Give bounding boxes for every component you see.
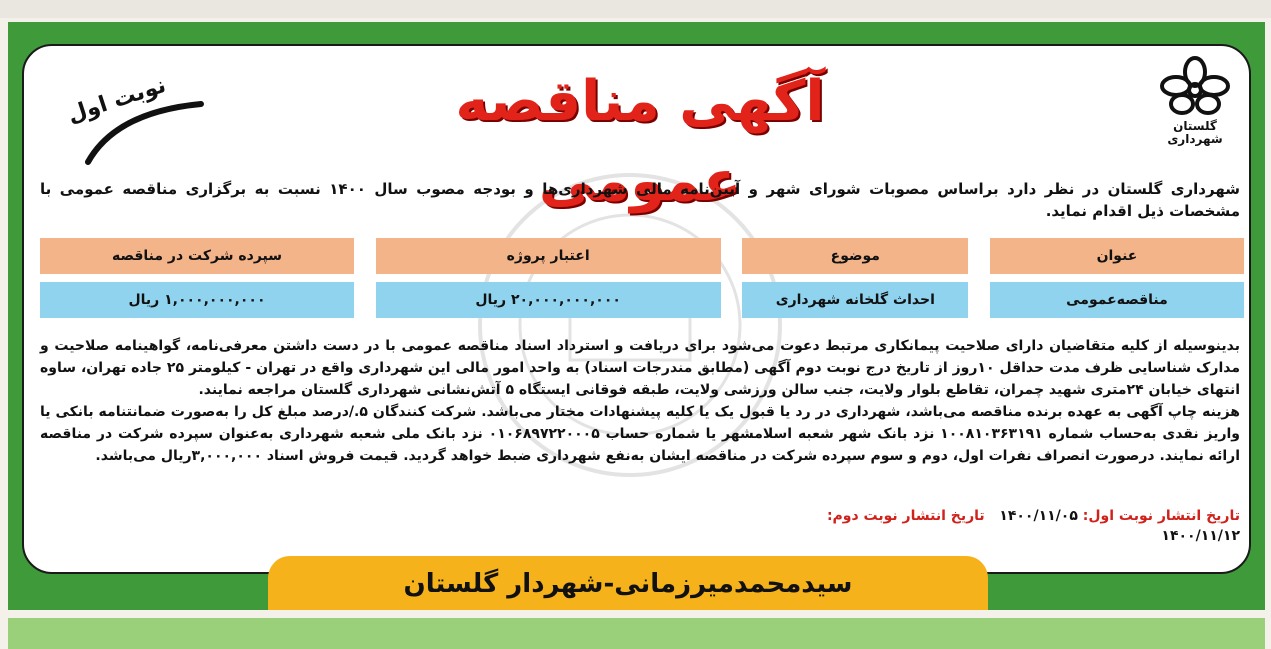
second-date-value: ۱۴۰۰/۱۱/۱۲ xyxy=(1161,528,1240,544)
first-date-value: ۱۴۰۰/۱۱/۰۵ xyxy=(999,508,1078,524)
table-row xyxy=(40,282,1244,318)
second-date-line xyxy=(600,526,1240,546)
table-header-row xyxy=(40,238,1244,274)
signature: سیدمحمدمیرزمانی-شهردار گلستان xyxy=(403,569,853,599)
intro-paragraph xyxy=(40,178,1240,222)
header-cell-subject: موضوع xyxy=(742,238,968,274)
second-date-label: تاریخ انتشار نوبت دوم: xyxy=(826,508,985,524)
logo-text-line2: شهرداری xyxy=(1167,132,1223,146)
intro-rest: در نظر دارد براساس مصوبات شورای شهر و آیین‌نامه مالی شهرداری‌ها و بودجه مصوب سال ۱۴۰۰ نسبت به برگزاری مناقصه عمومی با مشخصات ذیل اقدام نماید. xyxy=(40,180,1240,220)
header-cell-title: عنوان xyxy=(990,238,1244,274)
page-top-edge xyxy=(0,0,1271,18)
turn-badge-text: نوبت اول xyxy=(64,72,169,129)
turn-badge xyxy=(56,72,206,172)
value-cell-budget: ۲۰,۰۰۰,۰۰۰,۰۰۰ ریال xyxy=(376,282,721,318)
intro-lead: شهرداری گلستان xyxy=(1107,180,1240,198)
header-cell-deposit: سپرده شرکت در مناقصه xyxy=(40,238,354,274)
publication-dates xyxy=(600,506,1240,546)
first-date-label: تاریخ انتشار نوبت اول: xyxy=(1082,508,1240,524)
logo-text-line1: گلستان xyxy=(1173,119,1217,133)
value-cell-title: مناقصه‌عمومی xyxy=(990,282,1244,318)
page-title: آگهی مناقصه عمومی xyxy=(455,69,825,214)
flower-logo-icon xyxy=(1160,56,1230,120)
first-date-line xyxy=(600,506,1240,526)
municipality-logo xyxy=(1153,56,1237,156)
body-text xyxy=(40,335,1240,467)
body-paragraph-2: هزینه چاپ آگهی به عهده برنده مناقصه می‌باشد، شهرداری در رد یا قبول یک یا کلیه پیشنهادات مختار می‌باشد. شرکت کنندگان ۵./درصد مبلغ کل را به‌صورت ضمانتنامه بانکی یا واریز نقدی به‌حساب شماره ۱۰۰۸۱۰۳۶۳۱۹۱ نزد بانک شهر شعبه اسلامشهر یا شماره حساب ۰۱۰۶۸۹۷۲۲۰۰۰۵ نزد بانک ملی شعبه شهرداری به‌عنوان سپرده شرکت در مناقصه ارائه نمایند. درصورت انصراف نفرات اول، دوم و سوم سپرده شرکت در مناقصه ایشان به‌نفع شهرداری ضبط خواهد گردید. قیمت فروش اسناد ۳,۰۰۰,۰۰۰ریال می‌باشد. xyxy=(40,404,1241,464)
tender-table xyxy=(40,238,1244,326)
header-cell-budget: اعتبار پروژه xyxy=(376,238,721,274)
body-paragraph-1: بدینوسیله از کلیه متقاضیان دارای صلاحیت پیمانکاری مرتبط دعوت می‌شود برای دریافت و استرداد اسناد مناقصه عمومی با در دست داشتن معرفی‌نامه، گواهینامه صلاحیت و مدارک شناسایی ظرف مدت حداقل ۱۰روز از تاریخ درج نوبت دوم آگهی (مطابق مندرجات اسناد) به واحد امور مالی این شهرداری واقع در تهران - کیلومتر ۲۵ جاده تهران، ساوه انتهای خیابان ۲۴متری شهید چمران، تقاطع بلوار ولایت، جنب سالن ورزشی ولایت، طبقه فوقانی ایستگاه ۵ آتش‌نشانی شهرداری گلستان مراجعه نمایند. xyxy=(40,338,1241,398)
next-ad-strip xyxy=(8,618,1265,649)
value-cell-subject: احداث گلخانه شهرداری xyxy=(742,282,968,318)
swoosh-icon xyxy=(56,82,206,172)
value-cell-deposit: ۱,۰۰۰,۰۰۰,۰۰۰ ریال xyxy=(40,282,354,318)
